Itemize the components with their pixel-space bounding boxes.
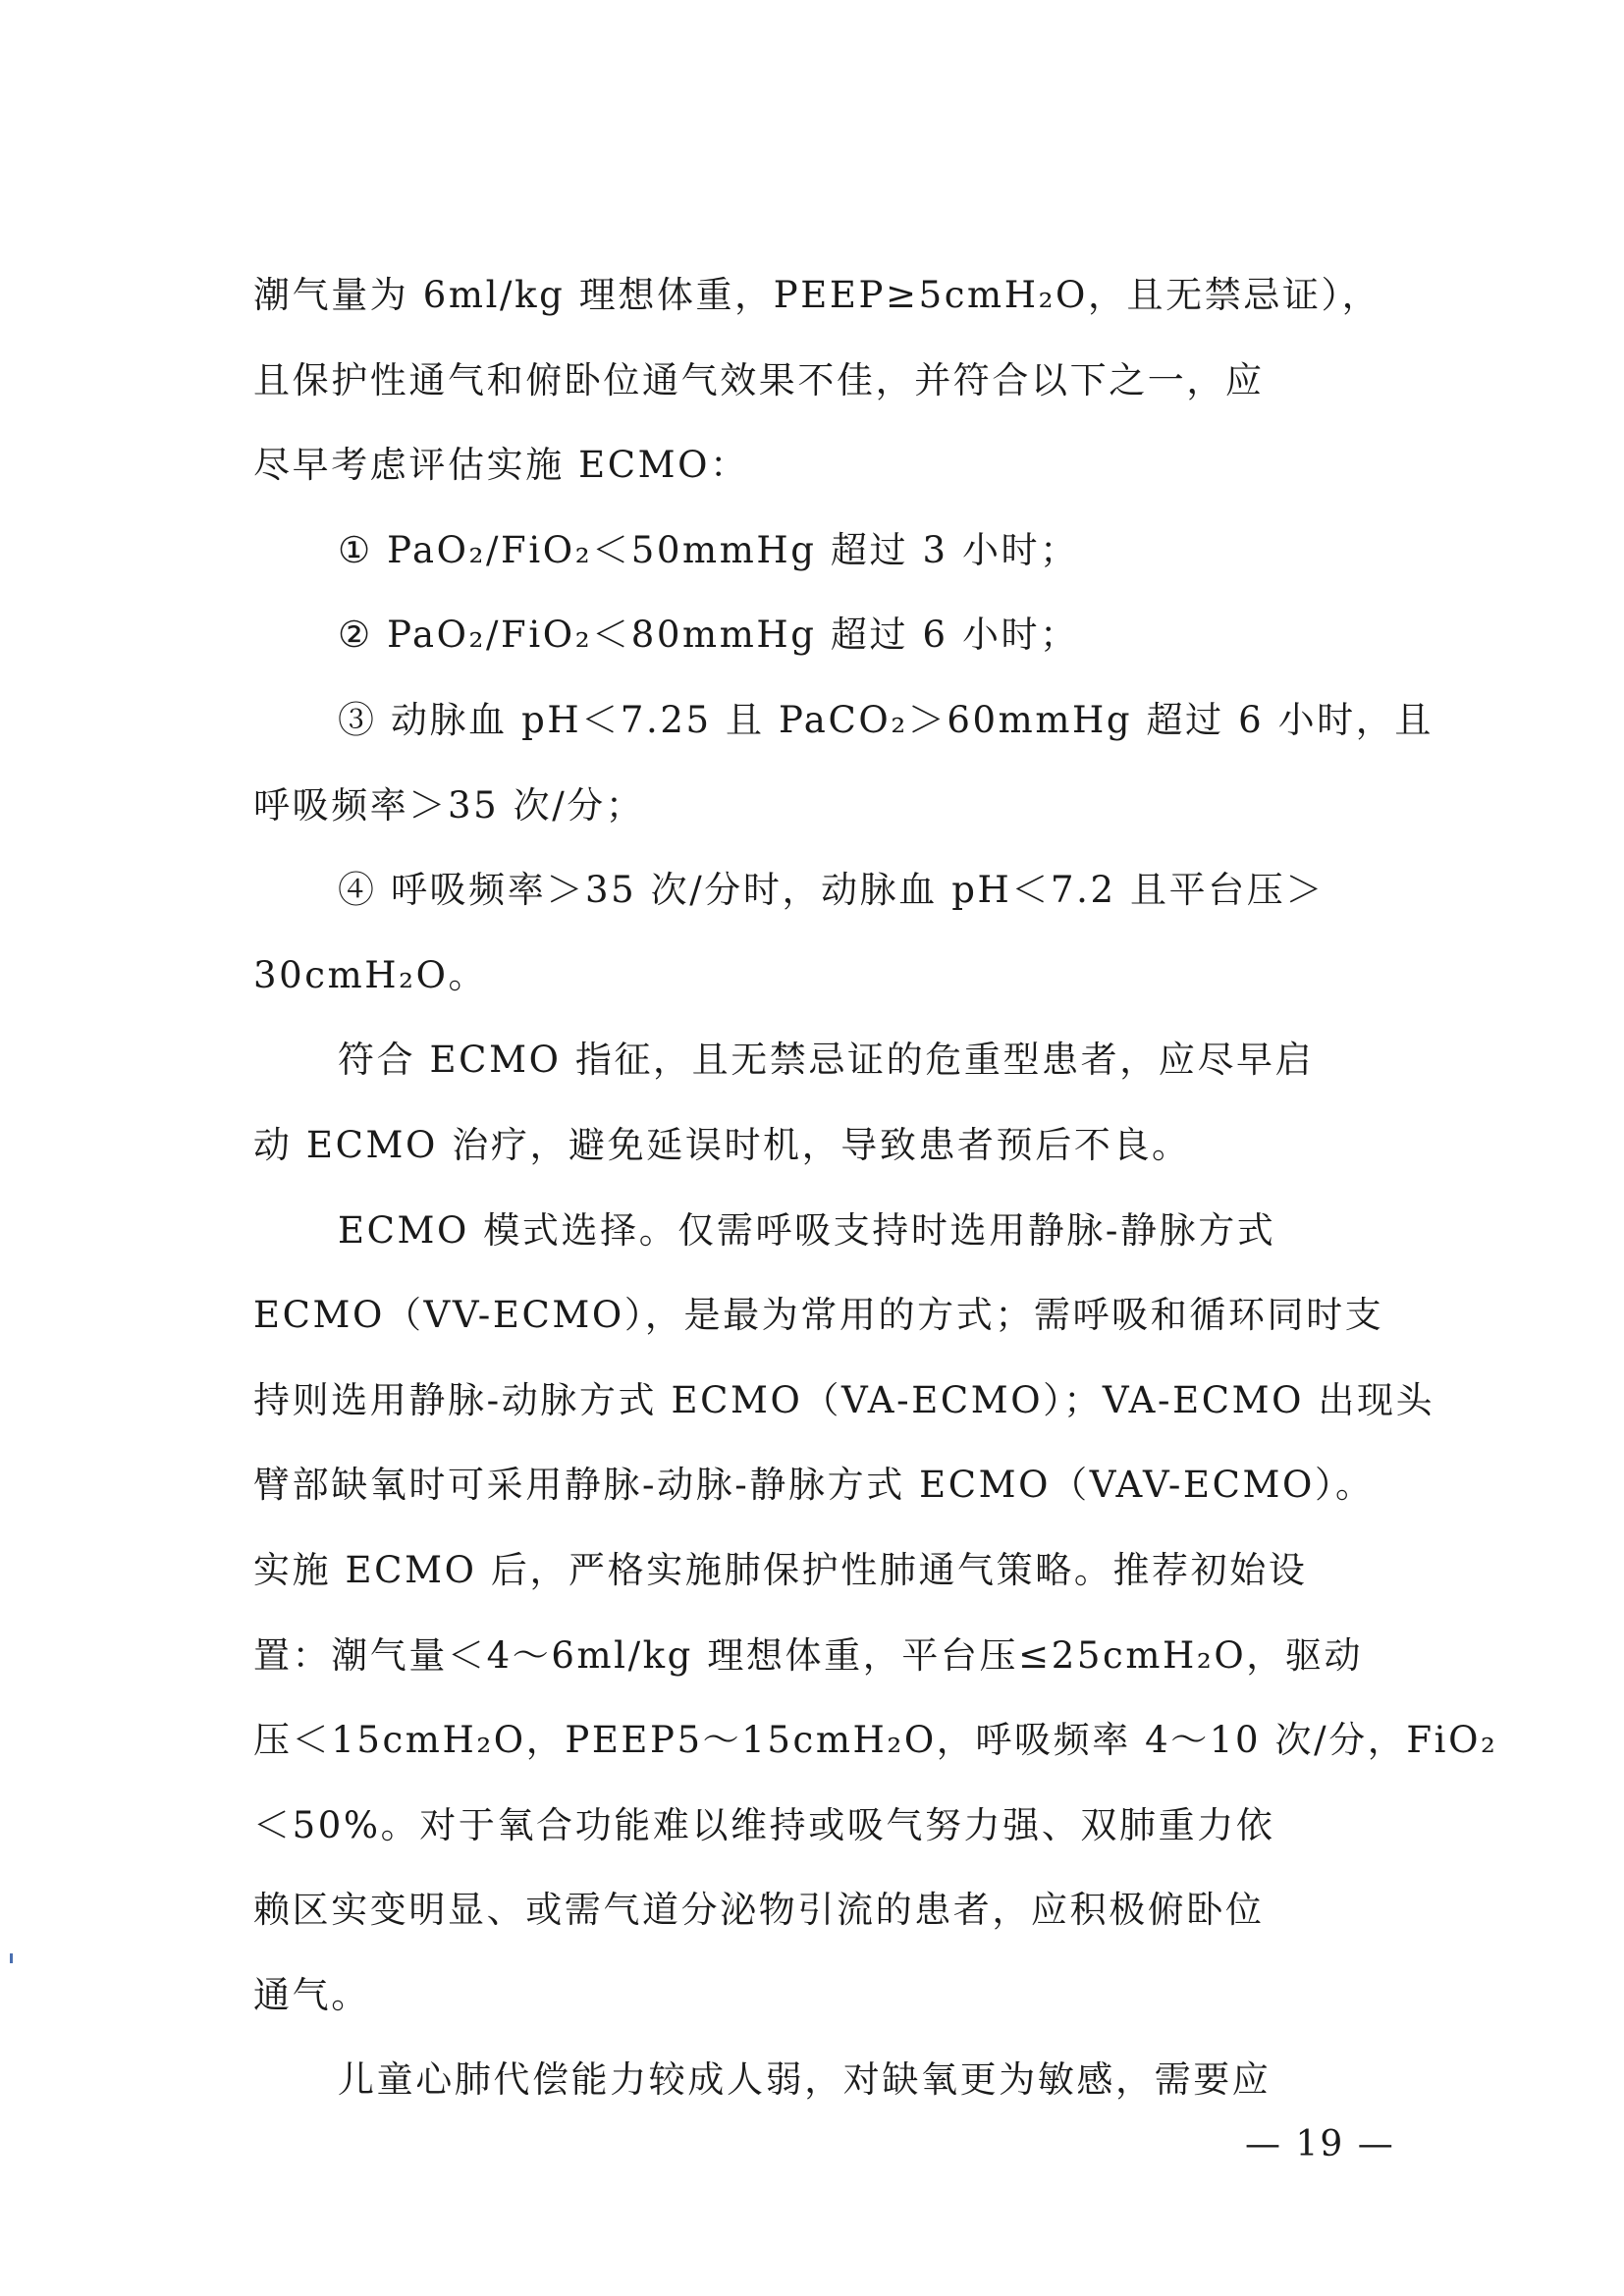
- text-line: 实施 ECMO 后，严格实施肺保护性肺通气策略。推荐初始设: [253, 1548, 1308, 1591]
- text-line: 赖区实变明显、或需气道分泌物引流的患者，应积极俯卧位: [253, 1889, 1265, 1932]
- body-text: [253, 253, 1498, 2123]
- text-line: 动 ECMO 治疗，避免延误时机，导致患者预后不良。: [253, 1123, 1191, 1166]
- paragraph-start: 符合 ECMO 指征，且无禁忌证的危重型患者，应尽早启: [338, 1039, 1315, 1082]
- text-line: 通气。: [253, 1973, 370, 2016]
- page-number: — 19 —: [1245, 2124, 1395, 2164]
- list-item: ③ 动脉血 pH＜7.25 且 PaCO₂＞60mmHg 超过 6 小时，且: [338, 698, 1434, 741]
- paragraph-start: 儿童心肺代偿能力较成人弱，对缺氧更为敏感，需要应: [338, 2058, 1272, 2102]
- list-item: ② PaO₂/FiO₂＜80mmHg 超过 6 小时；: [338, 614, 1079, 657]
- margin-mark: [10, 1953, 13, 1963]
- text-line: 呼吸频率＞35 次/分；: [253, 783, 645, 827]
- list-item: ① PaO₂/FiO₂＜50mmHg 超过 3 小时；: [338, 528, 1079, 571]
- text-line: 且保护性通气和俯卧位通气效果不佳，并符合以下之一，应: [253, 358, 1265, 401]
- paragraph-start: ECMO 模式选择。仅需呼吸支持时选用静脉-静脉方式: [338, 1208, 1276, 1252]
- list-item: ④ 呼吸频率＞35 次/分时，动脉血 pH＜7.2 且平台压＞: [338, 869, 1325, 912]
- text-line: 潮气量为 6ml/kg 理想体重，PEEP≥5cmH₂O，且无禁忌证），: [253, 274, 1381, 316]
- text-line: 置：潮气量＜4～6ml/kg 理想体重，平台压≤25cmH₂O，驱动: [253, 1633, 1364, 1677]
- text-line: 持则选用静脉-动脉方式 ECMO（VA-ECMO）；VA-ECMO 出现头: [253, 1378, 1435, 1421]
- text-line: 尽早考虑评估实施 ECMO：: [253, 444, 749, 487]
- text-line: ECMO（VV-ECMO），是最为常用的方式；需呼吸和循环同时支: [253, 1294, 1384, 1337]
- text-line: 30cmH₂O。: [253, 953, 488, 996]
- text-line: ＜50%。对于氧合功能难以维持或吸气努力强、双肺重力依: [253, 1803, 1275, 1846]
- text-line: 压＜15cmH₂O，PEEP5～15cmH₂O，呼吸频率 4～10 次/分，FiO₂: [253, 1719, 1498, 1762]
- text-line: 臂部缺氧时可采用静脉-动脉-静脉方式 ECMO（VAV-ECMO）。: [253, 1464, 1375, 1507]
